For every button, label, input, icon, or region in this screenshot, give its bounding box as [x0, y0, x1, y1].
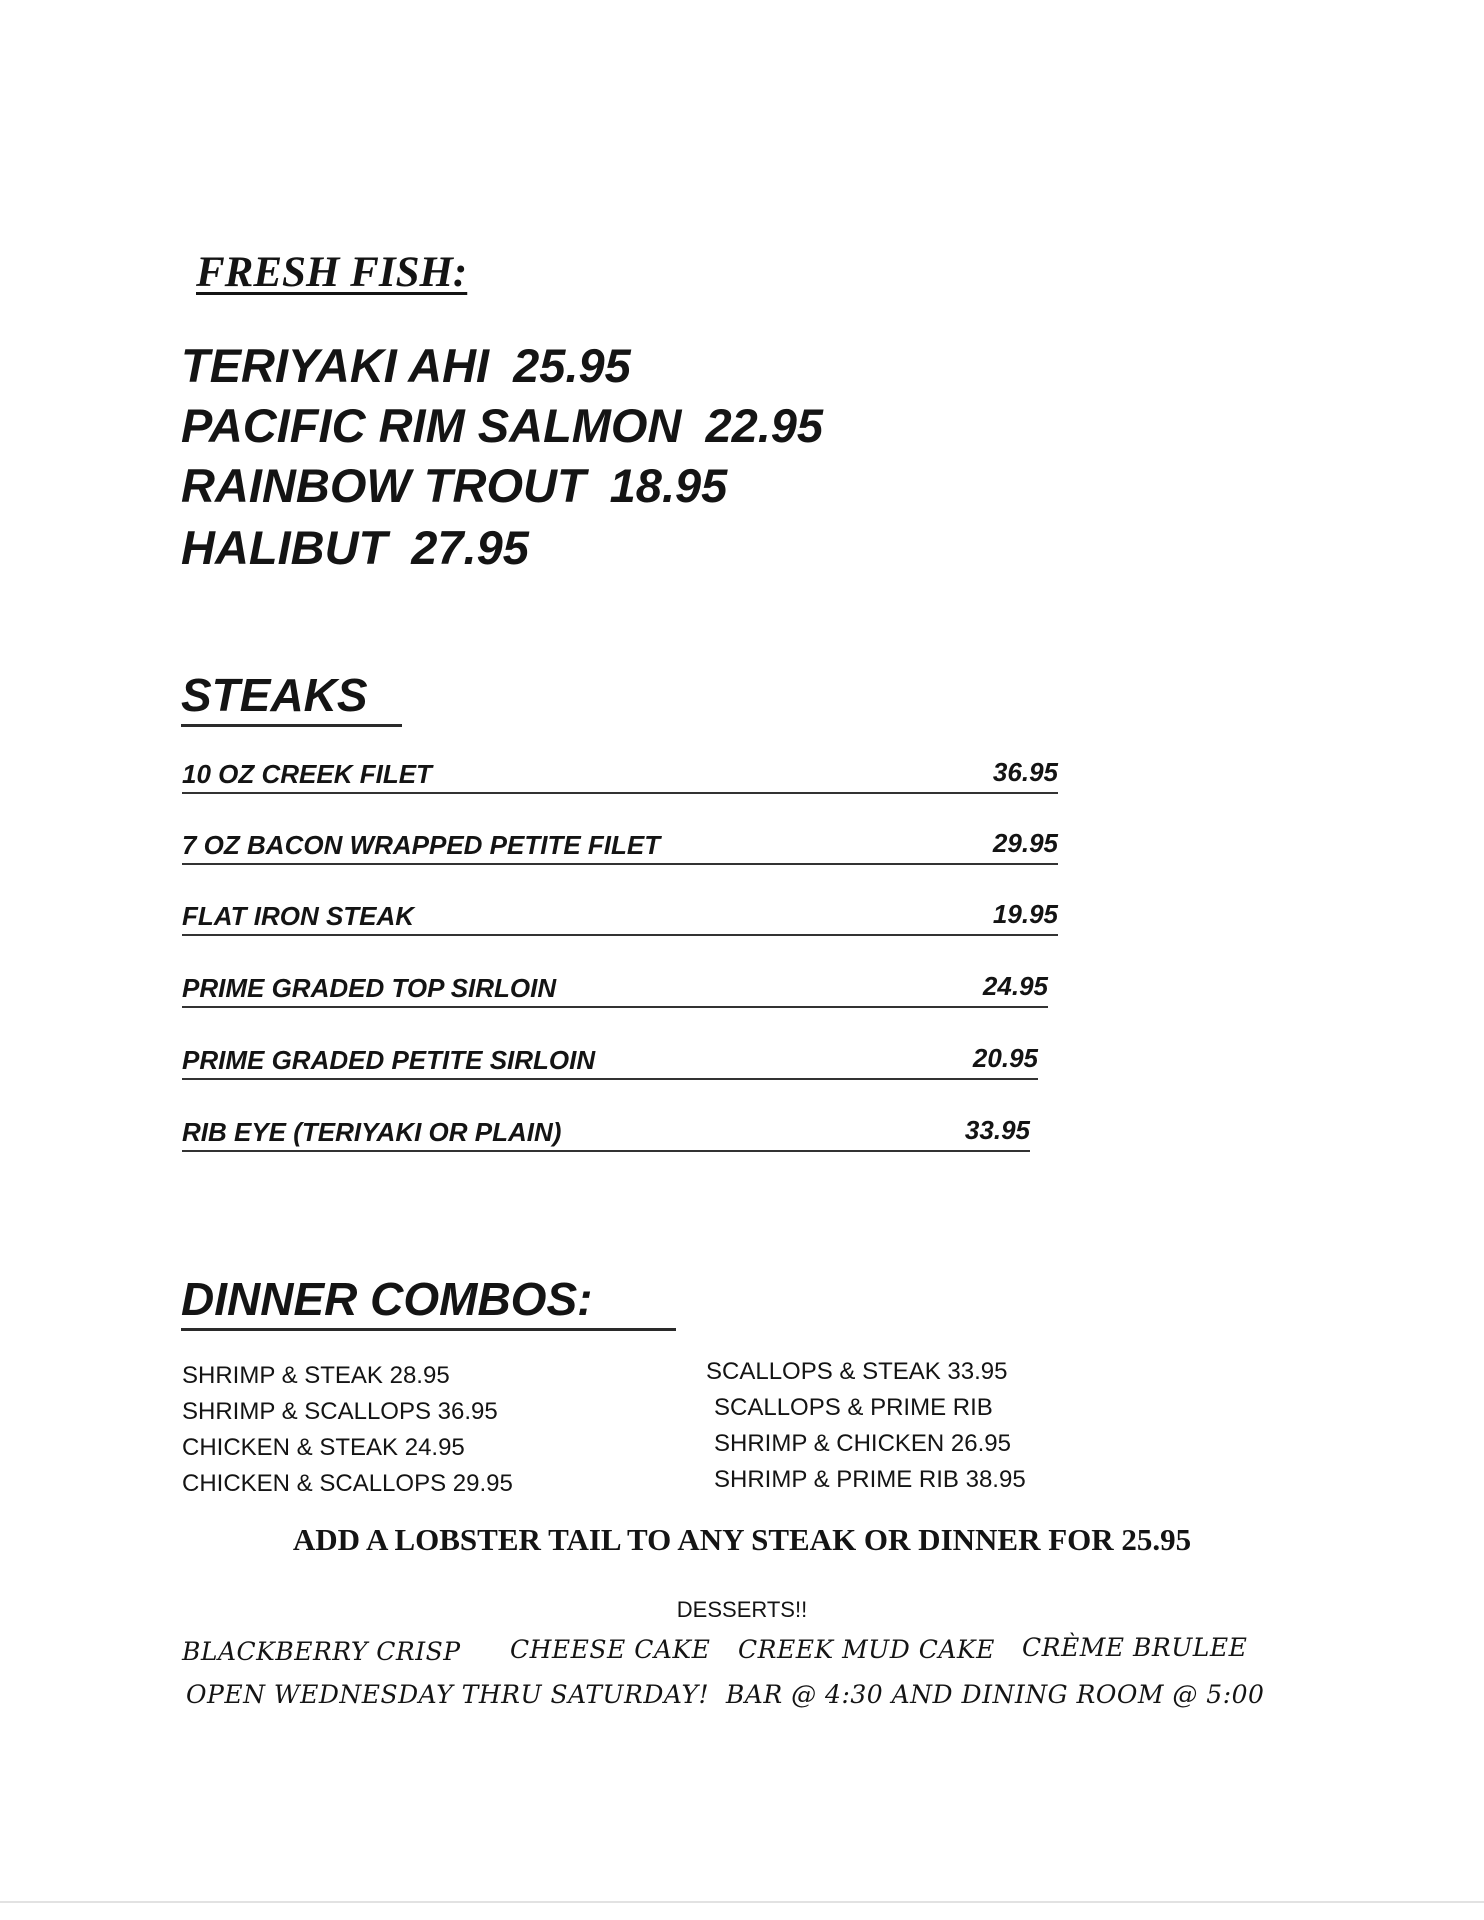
fish-price: 25.95: [513, 339, 631, 392]
steak-name: RIB EYE (TERIYAKI OR PLAIN): [182, 1117, 562, 1147]
combo-item: CHICKEN & SCALLOPS 29.95: [182, 1470, 513, 1497]
combos-heading: DINNER COMBOS:: [181, 1272, 676, 1331]
steak-name: FLAT IRON STEAK: [182, 901, 415, 931]
steak-name: 7 OZ BACON WRAPPED PETITE FILET: [182, 830, 661, 860]
fish-item: [181, 458, 727, 513]
desserts-title: DESSERTS!!: [676, 1597, 808, 1622]
fish-price: 18.95: [609, 459, 728, 512]
steak-name: PRIME GRADED TOP SIRLOIN: [182, 973, 557, 1003]
dessert-item: CREEK MUD CAKE: [738, 1635, 995, 1664]
fish-name: RAINBOW TROUT: [181, 459, 586, 512]
steak-price: 20.95: [972, 1043, 1038, 1073]
fish-price: 27.95: [411, 521, 529, 574]
steak-row: [182, 894, 1058, 936]
fish-item: [181, 398, 823, 453]
fish-item: [181, 520, 529, 575]
steak-row: [182, 1038, 1038, 1080]
fish-name: HALIBUT: [181, 521, 388, 574]
steak-row: [182, 966, 1048, 1008]
steak-row: [182, 823, 1058, 865]
dessert-item: BLACKBERRY CRISP: [182, 1637, 461, 1666]
steak-row: [182, 1110, 1030, 1152]
fresh-fish-heading: FRESH FISH:: [196, 249, 468, 296]
dessert-item: CHEESE CAKE: [510, 1635, 711, 1664]
fish-price: 22.95: [705, 399, 824, 452]
steaks-heading: STEAKS: [181, 668, 402, 727]
lobster-tail-note: ADD A LOBSTER TAIL TO ANY STEAK OR DINNER FOR 25.95: [292, 1522, 1192, 1557]
combo-item: SCALLOPS & STEAK 33.95: [706, 1358, 1008, 1385]
combo-item: SHRIMP & PRIME RIB 38.95: [714, 1466, 1026, 1493]
fish-name: PACIFIC RIM SALMON: [181, 399, 682, 452]
steak-price: 24.95: [982, 971, 1048, 1001]
steak-name: PRIME GRADED PETITE SIRLOIN: [182, 1045, 596, 1075]
combo-item: CHICKEN & STEAK 24.95: [182, 1434, 465, 1461]
steak-price: 36.95: [992, 757, 1058, 787]
hours-note: OPEN WEDNESDAY THRU SATURDAY! BAR @ 4:30 AND DINING ROOM @ 5:00: [186, 1680, 1265, 1709]
fish-item: [181, 338, 631, 393]
fish-name: TERIYAKI AHI: [181, 339, 490, 392]
page-bottom-rule: [0, 1901, 1484, 1903]
combo-item: SCALLOPS & PRIME RIB: [714, 1394, 993, 1421]
combo-item: SHRIMP & STEAK 28.95: [182, 1362, 450, 1389]
steak-row: [182, 752, 1058, 794]
steak-price: 19.95: [992, 899, 1058, 929]
steak-price: 33.95: [964, 1115, 1030, 1145]
dessert-item: CRÈME BRULEE: [1022, 1633, 1248, 1662]
steak-name: 10 OZ CREEK FILET: [182, 759, 432, 789]
steak-price: 29.95: [992, 828, 1058, 858]
combo-item: SHRIMP & SCALLOPS 36.95: [182, 1398, 498, 1425]
combo-item: SHRIMP & CHICKEN 26.95: [714, 1430, 1011, 1457]
